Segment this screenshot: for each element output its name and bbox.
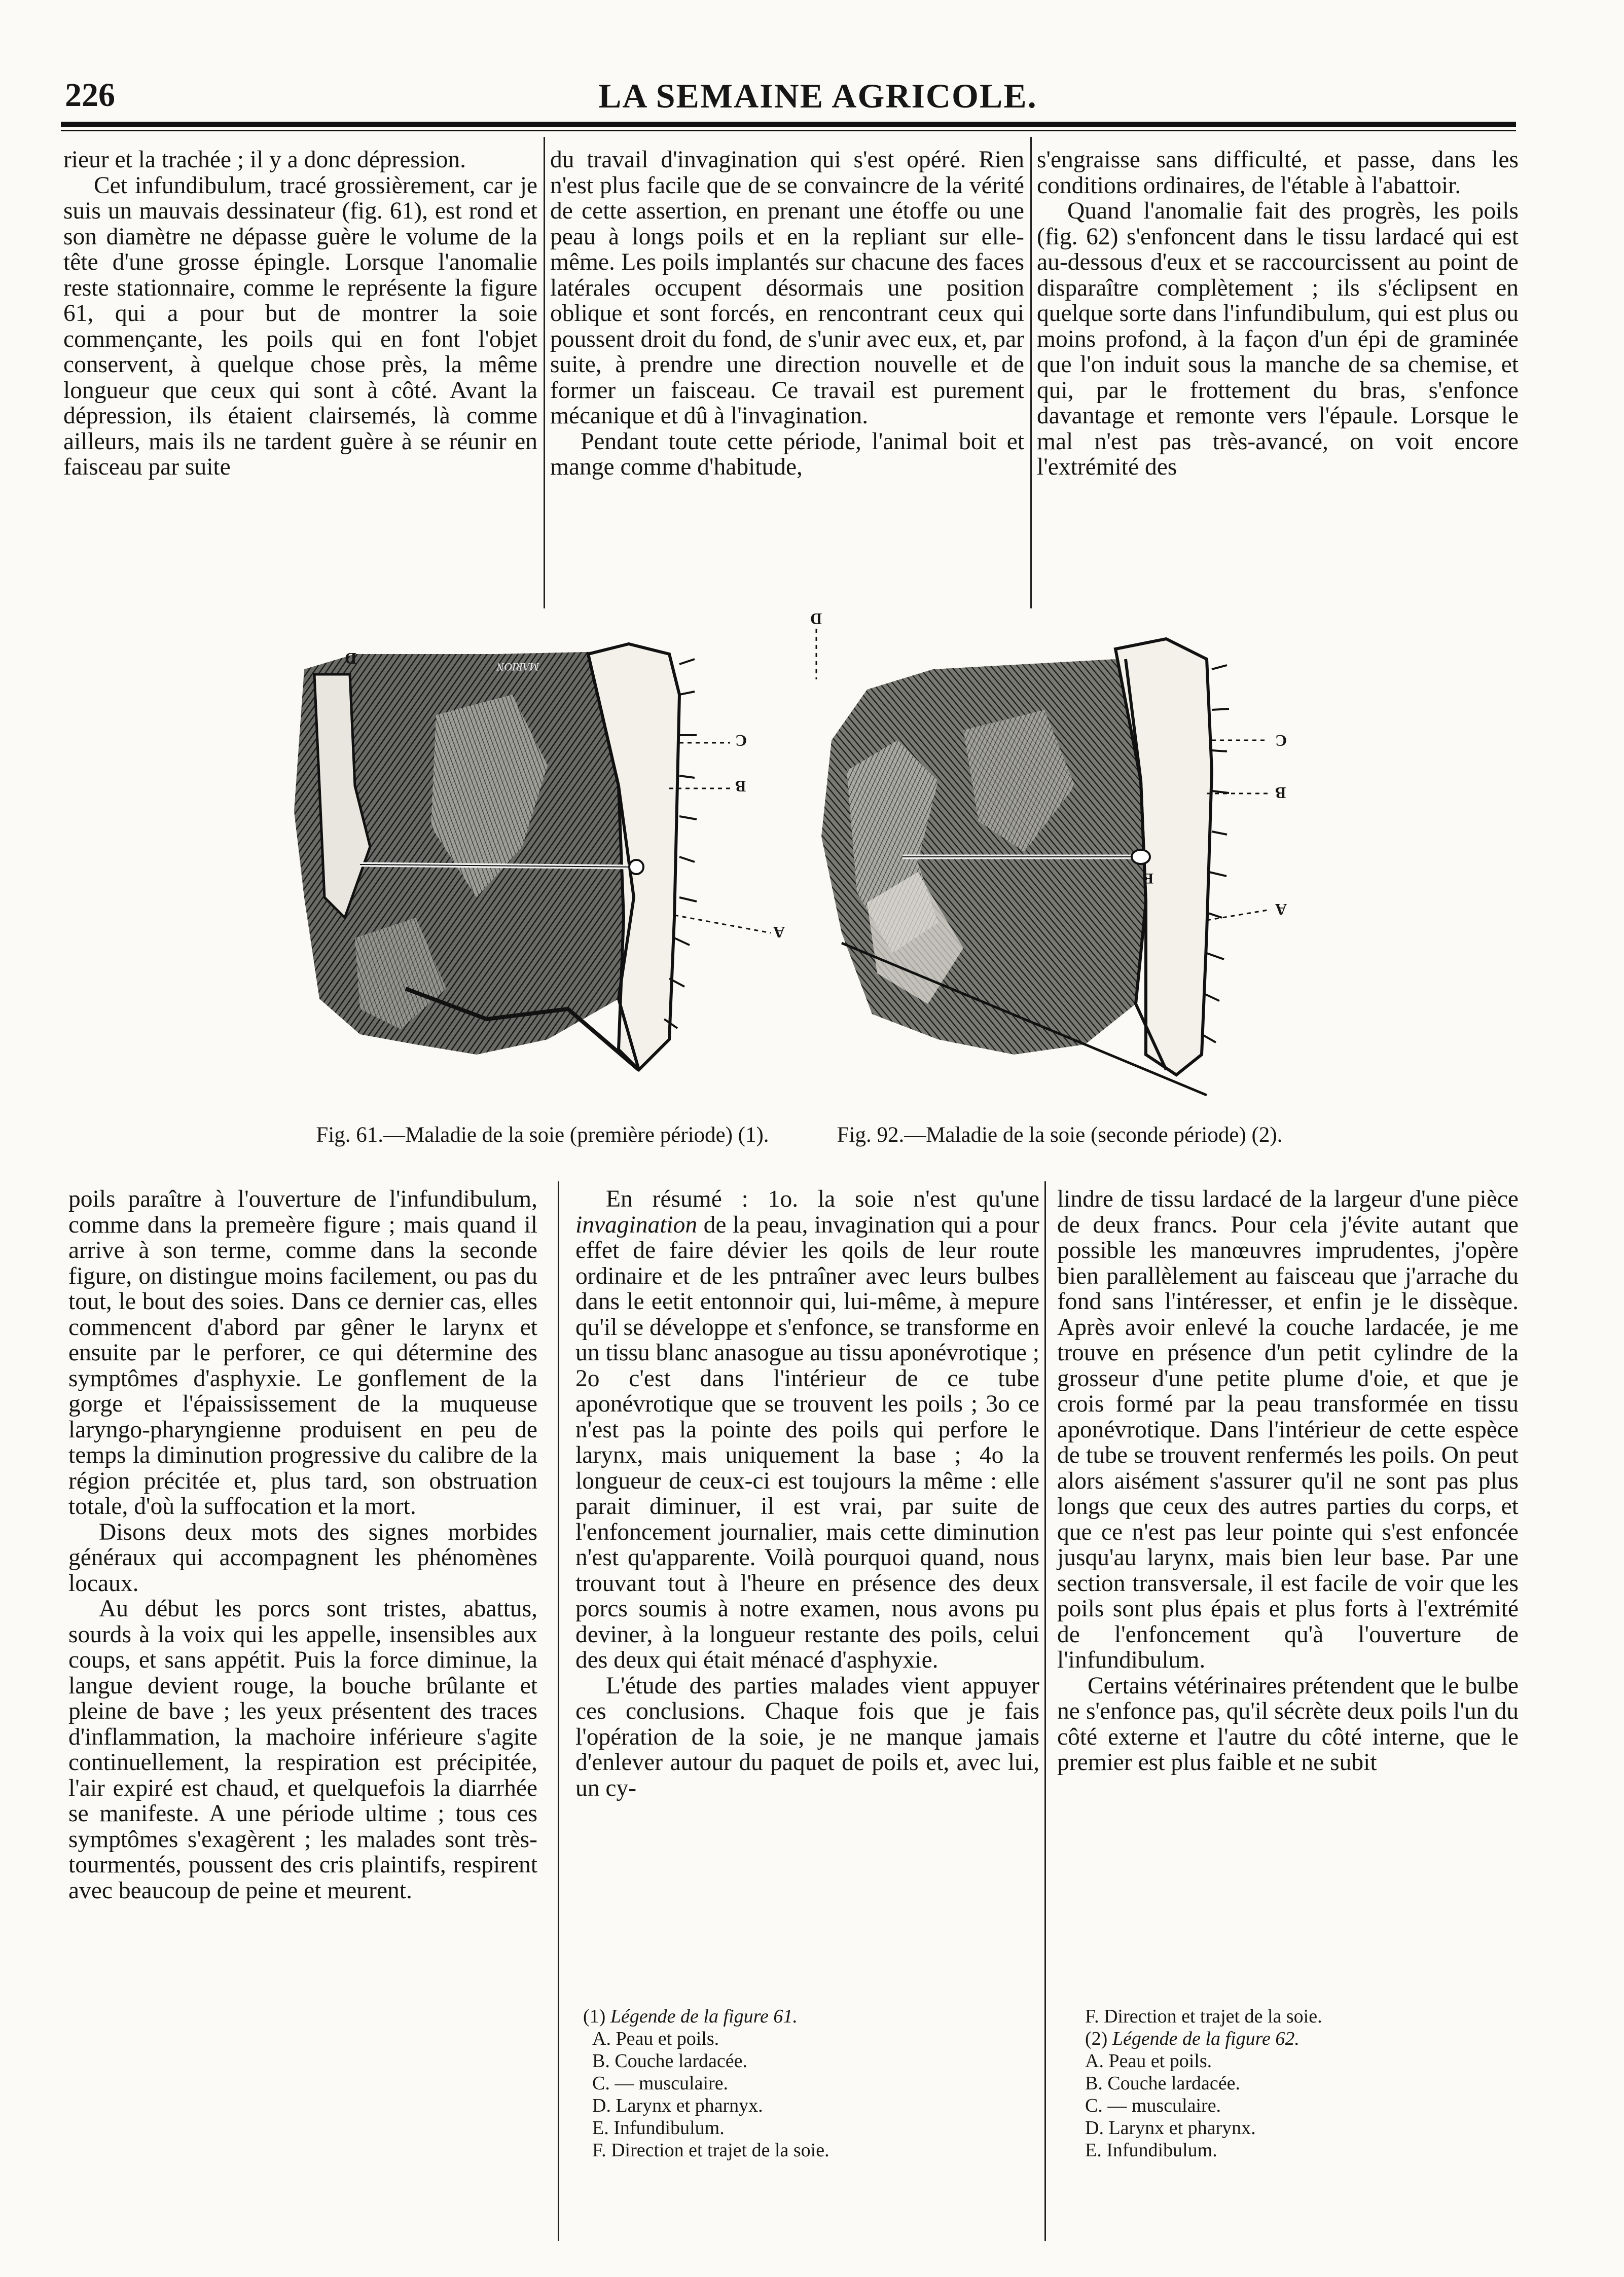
fig62-label-d: D [810, 610, 822, 628]
figure-61-engraving [284, 634, 832, 1115]
legend-item: F. Direction et trajet de la soie. [592, 2140, 829, 2161]
paragraph: du travail d'invagination qui s'est opéré. Rien n'est plus facile que de se convaincre de la vérité de cette assertion, en prenant une étoffe ou une peau à longs poils et en la repliant sur elle-même. Les poils implantés sur chacune des faces latérales occupent désormais une position oblique et sont forcés, en rencontrant ceux qui poussent droit du fond, de s'unir avec eux, et, par suite, à prendre une direction nouvelle et de former un faisceau. Ce travail est purement mécanique et dû à l'invagination. [550, 147, 1024, 429]
figure-62-engraving [811, 619, 1359, 1115]
paragraph: En résumé : 1o. la soie n'est qu'une invagination de la peau, invagination qui a pour effet de faire dévier les qoils de leur route ordinaire et de les pntraîner avec leurs bulbes dans le eetit entonnoir qui, lui-même, à mepure qu'il se développe et s'enfonce, se transforme en un tissu blanc anasogue au tissu aponévrotique ; 2o c'est dans l'intérieur de ce tube aponévrotique que se trouvent les poils ; 3o ce n'est pas la pointe des poils qui perfore le larynx, mais uniquement la base ; 4o la longueur de ceux-ci est toujours la même : elle parait diminuer, il est vrai, par suite de l'enfoncement journalier, mais cette diminution n'est qu'apparente. Voilà pourquoi quand, nous trouvant tout à l'heure en présence des deux porcs soumis à notre examen, nous avons pu deviner, à la longueur restante des poils, celui des deux qui était ménacé d'asphyxie. [575, 1186, 1039, 1673]
fig61-label-a: A [773, 923, 785, 942]
bottom-column-2 [575, 1186, 1039, 1801]
header-rule-thick [61, 122, 1516, 127]
column-rule [1030, 137, 1032, 608]
fig62-label-e: E [1143, 870, 1154, 887]
paragraph: Au début les porcs sont tristes, abattus, sourds à la voix qui les appelle, insensibles aux coups, et sans appétit. Puis la force diminue, la langue devient rouge, la bouche brûlante et pleine de bave ; les yeux présentent des traces d'inflammation, la machoire inférieure s'agite continuellement, la respiration est précipitée, l'air expiré est chaud, et quelquefois la diarrhée se manifeste. A une période ultime ; tous ces symptômes s'exagèrent ; les malades sont très-tourmentés, poussent des cris plaintifs, respirent avec beaucoup de peine et meurent. [68, 1596, 537, 1904]
column-rule [1044, 1181, 1046, 2241]
paragraph: rieur et la trachée ; il y a donc dépression. [63, 147, 466, 173]
legend-item: B. Couche lardacée. [1085, 2073, 1240, 2094]
fig61-label-c: C [735, 732, 747, 750]
legend-item: B. Couche lardacée. [592, 2050, 747, 2072]
bottom-column-3 [1057, 1186, 1519, 1776]
legend-item: C. — musculaire. [1085, 2095, 1221, 2116]
fig61-label-b: B [735, 777, 746, 796]
legend-figure-62 [1085, 2005, 1322, 2161]
top-column-2 [550, 147, 1024, 480]
fig61-label-d: D [345, 649, 357, 668]
paragraph: s'engraisse sans difficulté, et passe, dans les conditions ordinaires, de l'étable à l'abattoir. [1037, 147, 1519, 199]
fig62-label-c: C [1275, 732, 1287, 750]
legend-figure-61 [583, 2005, 829, 2161]
figure-62-caption: Fig. 92.—Maladie de la soie (seconde période) (2). [837, 1123, 1283, 1147]
figure-61 [284, 634, 832, 1115]
engraver-signature: MARION [497, 661, 539, 673]
page-number: 226 [65, 77, 115, 114]
paragraph: Pendant toute cette période, l'animal boit et mange comme d'habitude, [550, 428, 1024, 480]
paragraph: L'étude des parties malades vient appuyer ces conclusions. Chaque fois que je fais l'opération de la soie, je ne manque jamais d'enlever autour du paquet de poils et, avec lui, un cy- [575, 1672, 1039, 1801]
legend-item: D. Larynx et pharynx. [1085, 2117, 1256, 2139]
paragraph: poils paraître à l'ouverture de l'infundibulum, comme dans la premeère figure ; mais quand il arrive à son terme, comme dans la seconde figure, on distingue moins facilement, ou pas du tout, le bout des soies. Dans ce dernier cas, elles commencent d'abord par gêner le larynx et ensuite par le perforer, ce qui détermine des symptômes d'asphyxie. Le gonflement de la gorge et l'épaississement de la muqueuse laryngo-pharyngienne produisent en peu de temps la diminution progressive du calibre de la région précitée et, plus tard, son obstruation totale, d'où la suffocation et la mort. [68, 1186, 537, 1520]
paragraph: Cet infundibulum, tracé grossièrement, car je suis un mauvais dessinateur (fig. 61), est rond et son diamètre ne dépasse guère le volume de la tête d'une grosse épingle. Lorsque l'anomalie reste stationnaire, comme le représente la figure 61, qui a pour but de montrer la soie commençante, les poils qui en font l'objet conservent, à quelque chose près, la même longueur que ceux qui sont à côté. Avant la dépression, ils étaient clairsemés, là comme ailleurs, mais ils ne tardent guère à se réunir en faisceau par suite [63, 172, 537, 480]
paragraph: lindre de tissu lardacé de la largeur d'une pièce de deux francs. Pour cela j'évite autant que possible les manœuvres imprudentes, j'opère bien parallèlement au faisceau que j'arrache du fond sans l'intéresser, et enfin je le dissèque. Après avoir enlevé la couche lardacée, je me trouve en présence d'un petit cylindre de la grosseur d'une petite plume d'oie, et que je crois formé par la peau transformée en tissu aponévrotique. Dans l'intérieur de cette espèce de tube se trouvent renfermés les poils. On peut alors aisément s'assurer qu'il ne sont pas plus longs que ceux des autres parties du corps, et que ce n'est pas leur pointe qui s'est enfoncée jusqu'au larynx, mais bien leur base. Par une section transversale, il est facile de voir que les poils sont plus épais et plus forts à l'extrémité de l'enfoncement qu'à l'ouverture de l'infundibulum. [1057, 1186, 1519, 1673]
legend-item: F. Direction et trajet de la soie. [1085, 2006, 1322, 2027]
legend-item: C. — musculaire. [592, 2073, 729, 2094]
legend-item: A. Peau et poils. [592, 2028, 719, 2049]
legend-item: A. Peau et poils. [1085, 2050, 1212, 2072]
journal-title: LA SEMAINE AGRICOLE. [598, 77, 1037, 115]
figure-62 [810, 610, 1359, 1115]
top-column-3 [1037, 147, 1519, 480]
figure-61-caption: Fig. 61.—Maladie de la soie (première période) (1). [316, 1123, 769, 1147]
header-rule-thin [61, 130, 1516, 131]
emphasis: invagination [575, 1211, 698, 1238]
column-rule [558, 1181, 559, 2241]
legend-heading: (1) Légende de la figure 61. [583, 2006, 798, 2027]
paragraph: Quand l'anomalie fait des progrès, les poils (fig. 62) s'enfoncent dans le tissu lardacé qui est au-dessous d'eux et se raccourcissent au point de disparaître complètement ; ils s'éclipsent en quelque sorte dans l'infundibulum, qui est plus ou moins profond, à la façon d'un épi de graminée que l'on induit sous la manche de sa chemise, et qui, par le frottement du bras, s'enfonce davantage et remonte vers l'épaule. Lorsque le mal n'est pas très-avancé, on voit encore l'extrémité des [1037, 198, 1519, 480]
legend-item: D. Larynx et pharnyx. [592, 2095, 763, 2116]
top-column-1 [63, 147, 537, 480]
legend-item: E. Infundibulum. [1085, 2140, 1217, 2161]
paragraph: Disons deux mots des signes morbides généraux qui accompagnent les phénomènes locaux. [68, 1519, 537, 1597]
fig62-label-a: A [1275, 900, 1287, 919]
fig62-label-b: B [1275, 784, 1286, 802]
column-rule [544, 137, 545, 608]
paragraph: Certains vétérinaires prétendent que le bulbe ne s'enfonce pas, qu'il sécrète deux poils l'un du côté externe et l'autre du côté interne, que le premier est plus faible et ne subit [1057, 1672, 1519, 1776]
legend-item: E. Infundibulum. [592, 2117, 725, 2139]
bottom-column-1 [68, 1186, 537, 1903]
legend-heading: (2) Légende de la figure 62. [1085, 2028, 1300, 2049]
